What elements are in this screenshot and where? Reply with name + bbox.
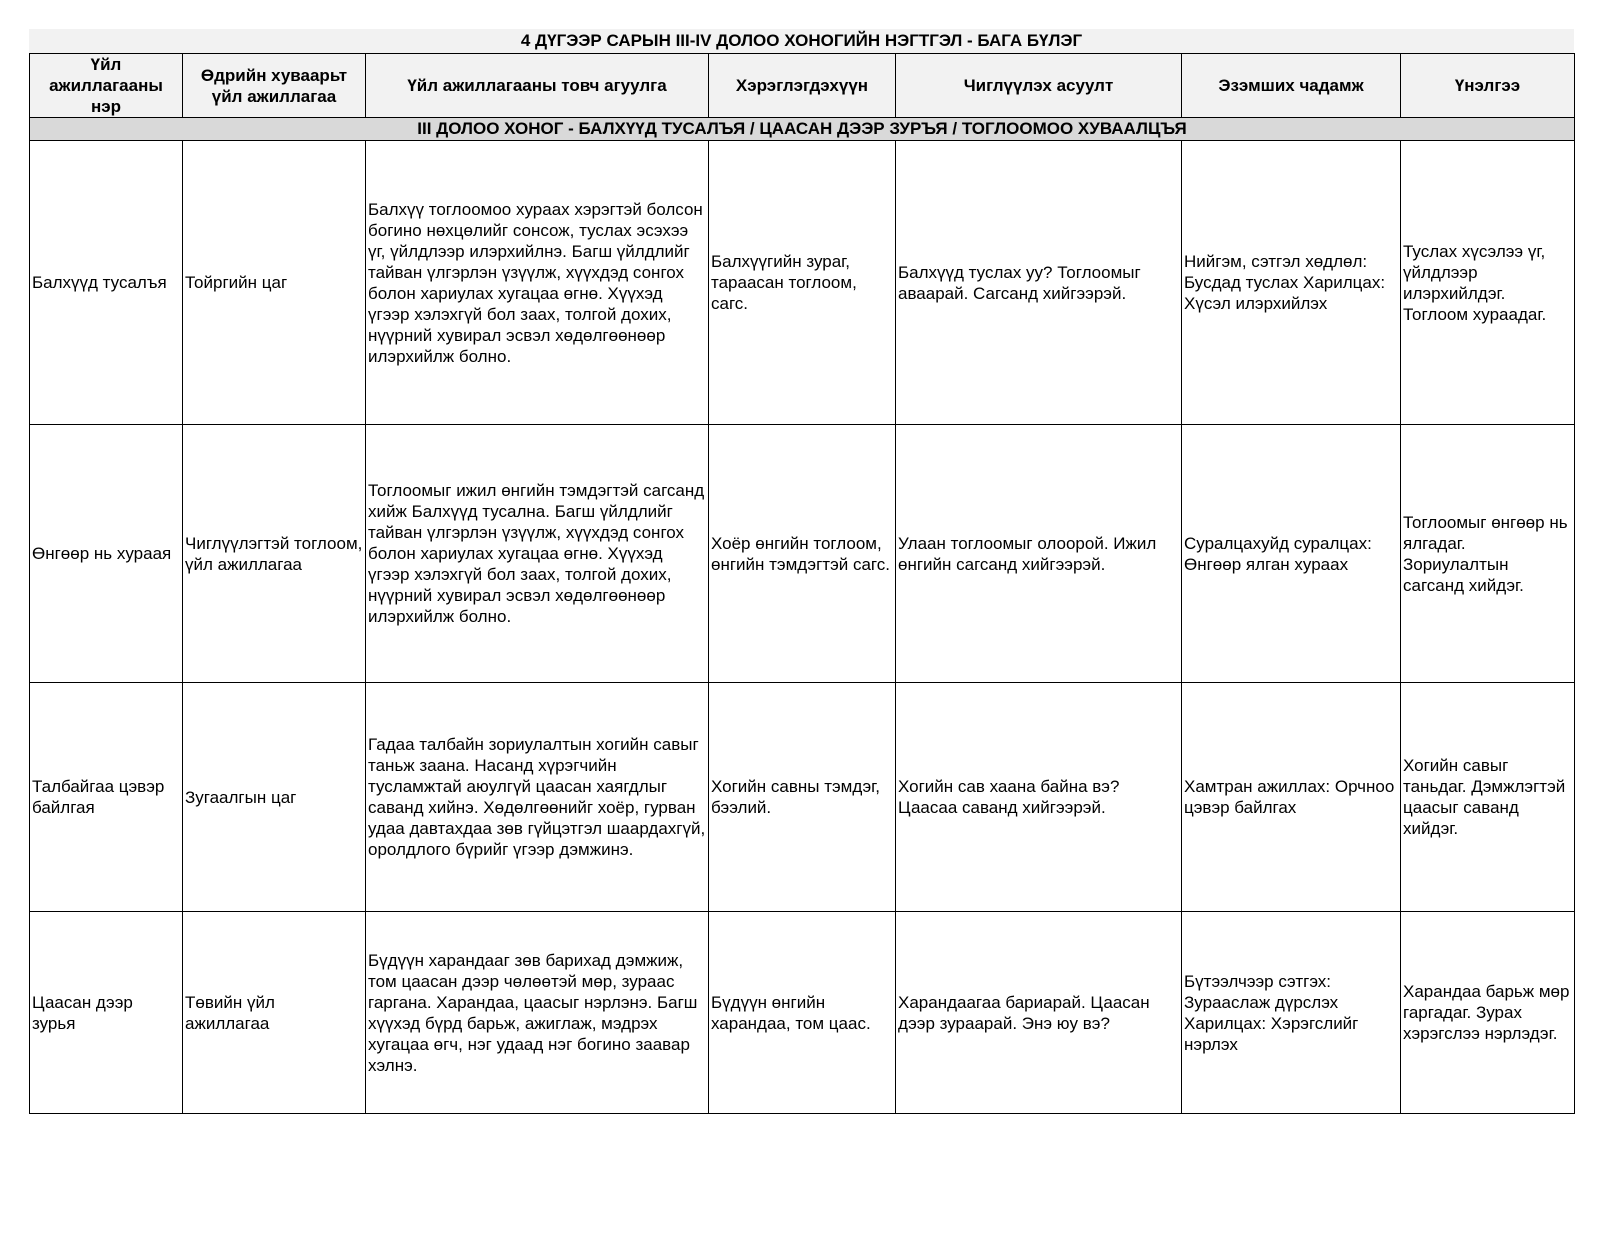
cell-assessment: Хогийн савыг таньдаг. Дэмжлэгтэй цаасыг саванд хийдэг. xyxy=(1401,683,1575,912)
cell-schedule: Зугаалгын цаг xyxy=(183,683,366,912)
cell-competency: Бүтээлчээр сэтгэх: Зураaслаж дүрслэх Харилцах: Хэрэгслийг нэрлэх xyxy=(1182,912,1401,1114)
cell-schedule: Төвийн үйл ажиллагаа xyxy=(183,912,366,1114)
week-label: III ДОЛОО ХОНОГ - БАЛХҮҮД ТУСАЛЪЯ / ЦААСАН ДЭЭР ЗУРЪЯ / ТОГЛООМОО ХУВААЛЦЪЯ xyxy=(30,118,1575,141)
header-schedule: Өдрийн хуваарьт үйл ажиллагаа xyxy=(183,54,366,118)
cell-questions: Хогийн сав хаана байна вэ? Цаасаа саванд хийгээрэй. xyxy=(896,683,1182,912)
cell-questions: Балхүүд туслах уу? Тоглоомыг аваарай. Сагсанд хийгээрэй. xyxy=(896,141,1182,425)
cell-activity-name: Балхүүд тусалъя xyxy=(30,141,183,425)
cell-materials: Хоёр өнгийн тоглоом, өнгийн тэмдэгтэй сагс. xyxy=(709,425,896,683)
cell-assessment: Туслах хүсэлээ үг, үйлдлээр илэрхийлдэг. Тоглоом хураадаг. xyxy=(1401,141,1575,425)
cell-schedule: Чиглүүлэгтэй тоглоом, үйл ажиллагаа xyxy=(183,425,366,683)
table-row xyxy=(30,141,1575,425)
cell-competency: Суралцахуйд суралцах: Өнгөөр ялган хураах xyxy=(1182,425,1401,683)
cell-questions: Улаан тоглоомыг олоорой. Ижил өнгийн сагсанд хийгээрэй. xyxy=(896,425,1182,683)
cell-assessment: Тоглоомыг өнгөөр нь ялгадаг. Зориулалтын сагсанд хийдэг. xyxy=(1401,425,1575,683)
cell-activity-name: Өнгөөр нь хураая xyxy=(30,425,183,683)
week-row xyxy=(30,118,1575,141)
cell-content: Гадаа талбайн зориулалтын хогийн савыг таньж заана. Насанд хүрэгчийн тусламжтай аюулгүй цаасан хаягдлыг саванд хийнэ. Хөдөлгөөнийг хоёр, гурван удаа давтахдаа зөв гүйцэтгэл шаардахгүй, оролдлого бүрийг үгээр дэмжинэ. xyxy=(366,683,709,912)
table-row xyxy=(30,425,1575,683)
header-competency: Эзэмших чадамж xyxy=(1182,54,1401,118)
cell-activity-name: Талбайгаа цэвэр байлгая xyxy=(30,683,183,912)
cell-content: Бүдүүн харандааг зөв барихад дэмжиж, том цаасан дээр чөлөөтэй мөр, зураас гаргана. Харандаа, цаасыг нэрлэнэ. Багш хүүхэд бүрд барьж, ажиглаж, мэдрэх хугацаа өгч, нэг удаад нэг богино заавар хэлнэ. xyxy=(366,912,709,1114)
header-assessment: Үнэлгээ xyxy=(1401,54,1575,118)
summary-table xyxy=(29,53,1575,1114)
cell-competency: Нийгэм, сэтгэл хөдлөл: Бусдад туслах Харилцах: Хүсэл илэрхийлэх xyxy=(1182,141,1401,425)
cell-content: Тоглоомыг ижил өнгийн тэмдэгтэй сагсанд хийж Балхүүд тусална. Багш үйлдлийг тайван үлгэрлэн үзүүлж, хүүхдэд сонгох болон хариулах хугацаа өгнө. Хүүхэд үгээр хэлэхгүй бол заах, толгой дохих, нүүрний хувирал эсвэл хөдөлгөөнөөр илэрхийлж болно. xyxy=(366,425,709,683)
cell-schedule: Тойргийн цаг xyxy=(183,141,366,425)
cell-materials: Бүдүүн өнгийн харандаа, том цаас. xyxy=(709,912,896,1114)
table-row xyxy=(30,912,1575,1114)
table-row xyxy=(30,683,1575,912)
header-questions: Чиглүүлэх асуулт xyxy=(896,54,1182,118)
header-activity-name: Үйл ажиллагааны нэр xyxy=(30,54,183,118)
document-title: 4 ДҮГЭЭР САРЫН III-IV ДОЛОО ХОНОГИЙН НЭГТГЭЛ - БАГА БҮЛЭГ xyxy=(29,29,1574,53)
cell-materials: Балхүүгийн зураг, тараасан тоглоом, сагс. xyxy=(709,141,896,425)
document-sheet xyxy=(29,29,1574,1114)
cell-competency: Хамтран ажиллах: Орчноо цэвэр байлгах xyxy=(1182,683,1401,912)
cell-activity-name: Цаасан дээр зурья xyxy=(30,912,183,1114)
cell-content: Балхүү тоглоомоо хураах хэрэгтэй болсон богино нөхцөлийг сонсож, туслах эсэхээ үг, үйлдлээр илэрхийлнэ. Багш үйлдлийг тайван үлгэрлэн үзүүлж, хүүхдэд сонгох болон хариулах хугацаа өгнө. Хүүхэд үгээр хэлэхгүй бол заах, толгой дохих, нүүрний хувирал эсвэл хөдөлгөөнөөр илэрхийлж болно. xyxy=(366,141,709,425)
header-materials: Хэрэглэгдэхүүн xyxy=(709,54,896,118)
cell-materials: Хогийн савны тэмдэг, бээлий. xyxy=(709,683,896,912)
cell-questions: Харандаагаа бариарай. Цаасан дээр зураарай. Энэ юу вэ? xyxy=(896,912,1182,1114)
header-row xyxy=(30,54,1575,118)
header-content: Үйл ажиллагааны товч агуулга xyxy=(366,54,709,118)
cell-assessment: Харандаа барьж мөр гаргадаг. Зурах хэрэгслээ нэрлэдэг. xyxy=(1401,912,1575,1114)
